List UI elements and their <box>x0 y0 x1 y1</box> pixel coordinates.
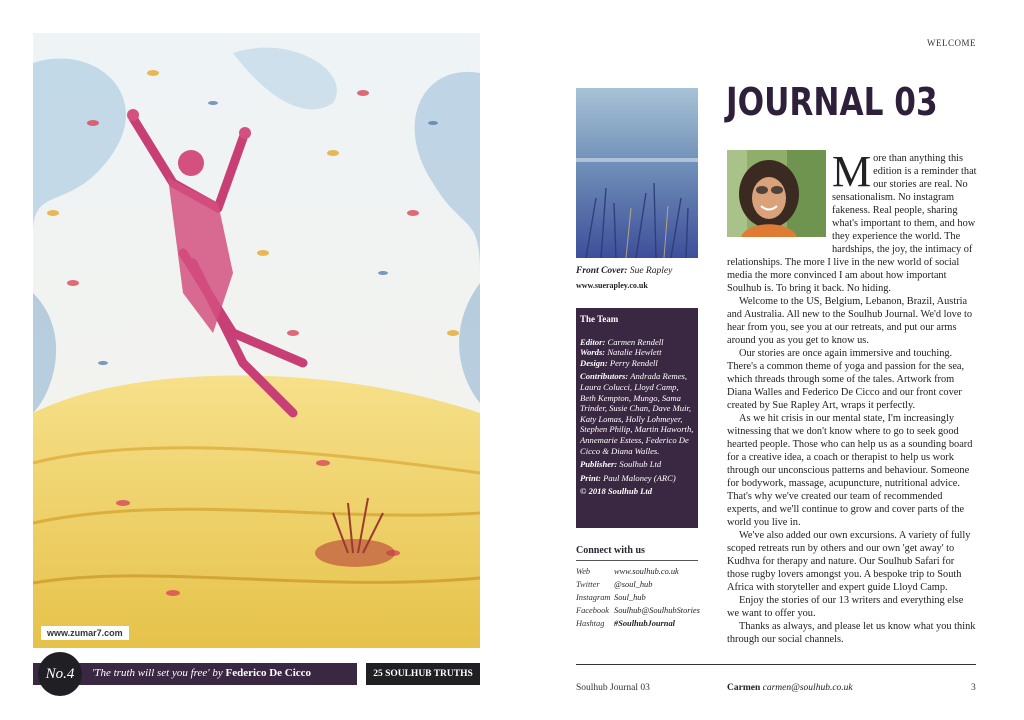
contact-facebook <box>576 606 706 615</box>
issue-badge: No.4 <box>38 652 82 696</box>
team-value: Natalie Hewlett <box>607 347 662 358</box>
photo-spacer <box>727 152 832 244</box>
team-key: Contributors: <box>580 371 629 382</box>
team-box <box>576 308 698 528</box>
paragraph-7: Thanks as always, and please let us know what you think through our social channels. <box>727 621 976 645</box>
front-cover-artist: Sue Rapley <box>629 266 673 276</box>
contact-label: Facebook <box>576 606 610 615</box>
team-copyright: © 2018 Soulhub Ltd <box>580 486 653 497</box>
team-key: Words: <box>580 347 606 358</box>
page-number: 3 <box>971 683 976 693</box>
contact-hashtag <box>576 619 706 628</box>
team-key: Editor: <box>580 336 606 347</box>
artwork-illustration <box>33 33 480 648</box>
team-row <box>580 347 694 358</box>
signature-email[interactable]: carmen@soulhub.co.uk <box>762 683 853 693</box>
contact-label: Twitter <box>576 580 600 589</box>
contact-label: Hashtag <box>576 619 605 628</box>
paragraph-4: As we hit crisis in our mental state, I'm increasingly witnessing that we don't know where to go to seek good hearted people. Those who can help us as a sounding board for a creative idea, a coach or therapist to help us work through our unconscious patterns and behaviour. Someone for bodywork, massage, acupuncture, nutritional advice. That's why we've created our team of recommended experts, and we'll continue to grow and cover parts of the world you live in. <box>727 413 973 528</box>
team-key: Print: <box>580 472 602 483</box>
artwork-watermark: www.zumar7.com <box>41 626 129 640</box>
drop-cap: M <box>832 147 872 196</box>
team-value: Paul Maloney (ARC) <box>603 472 676 483</box>
contact-value[interactable]: www.soulhub.co.uk <box>614 567 679 576</box>
artwork-caption <box>92 667 311 679</box>
contact-twitter <box>576 580 706 589</box>
team-key: Design: <box>580 357 608 368</box>
cover-artwork <box>33 33 480 648</box>
front-cover-label: Front Cover: <box>576 266 628 276</box>
contact-label: Instagram <box>576 593 611 602</box>
footer-journal: Soulhub Journal 03 <box>576 683 650 693</box>
team-row <box>580 459 694 470</box>
paragraph-6: Enjoy the stories of our 13 writers and everything else we want to offer you. <box>727 595 964 619</box>
team-row <box>580 473 694 484</box>
front-cover-thumbnail <box>576 88 698 258</box>
artwork-quote: 'The truth will set you free' <box>92 667 210 679</box>
team-key: Publisher: <box>580 459 618 470</box>
team-value: Perry Rendell <box>609 357 658 368</box>
contact-label: Web <box>576 567 591 576</box>
paragraph-3: Our stories are once again immersive and touching. There's a common theme of yoga and passion for the sea, which threads through some of the tales. Artwork from Diana Walles and Federico De Cicco and our front cover created by Sue Rapley Art, wraps it perfectly. <box>727 348 965 411</box>
editorial-body <box>727 147 977 646</box>
connect-title: Connect with us <box>576 545 645 556</box>
front-cover-image <box>576 88 698 258</box>
team-value: Andrada Remes, Laura Colucci, Lloyd Camp, Beth Kempton, Mungo, Sama Trinder, Susie Chan, Dave Muir, Katy Lomas, Holly Lohmeyer, Stephen Philip, Martin Haworth, Annemarie Estess, Federico De Cicco & Diana Walles. <box>580 371 694 456</box>
front-cover-caption <box>576 266 672 276</box>
team-value: Carmen Rendell <box>607 336 664 347</box>
paragraph-2: Welcome to the US, Belgium, Lebanon, Brazil, Austria and Australia. All new to the Soulhub Journal. We'd love to hear from you, see you at our retreats, and put our arms around you as you get to know us. <box>727 296 973 346</box>
signature <box>727 683 853 693</box>
section-label: 25 SOULHUB TRUTHS <box>366 663 480 685</box>
team-title: The Team <box>580 314 619 324</box>
contact-value[interactable]: Soul_hub <box>614 593 646 602</box>
signature-name: Carmen <box>727 683 761 693</box>
contact-value[interactable]: Soulhub@SoulhubStories <box>614 606 700 615</box>
connect-divider <box>576 560 698 561</box>
artwork-author: Federico De Cicco <box>225 667 312 679</box>
paragraph-5: We've also added our own excursions. A variety of fully scoped retreats run by others and our own 'get away' to Kudhva for therapy and nature. Our Soulhub Safari for those rugby lovers amongst you. A bespoke trip to South Africa with storyteller and expert guide Lloyd Camp. <box>727 530 971 593</box>
team-row <box>580 371 694 456</box>
contact-value[interactable]: #SoulhubJournal <box>614 619 675 628</box>
team-row <box>580 486 694 497</box>
running-head: WELCOME <box>927 38 976 48</box>
contact-instagram <box>576 593 706 602</box>
footer-divider <box>576 664 976 665</box>
team-row <box>580 337 694 348</box>
front-cover-url: www.suerapley.co.uk <box>576 281 648 290</box>
artwork-quote-by: by <box>212 667 223 679</box>
team-row <box>580 358 694 369</box>
contact-value[interactable]: @soul_hub <box>614 580 653 589</box>
contact-web <box>576 567 706 576</box>
page-title: JOURNAL 03 <box>726 80 938 124</box>
team-value: Soulhub Ltd <box>619 459 662 470</box>
paragraph-1-text: ore than anything this edition is a reminder that our stories are real. No sensationalism. No instagram fakeness. Real people, sharing what's important to them, and how they experience the world. The hardships, the joy, the intimacy of relationships. The more I live in the new world of social media the more convinced I am about how important Soulhub is. To bring it back. No hiding. <box>727 153 977 294</box>
